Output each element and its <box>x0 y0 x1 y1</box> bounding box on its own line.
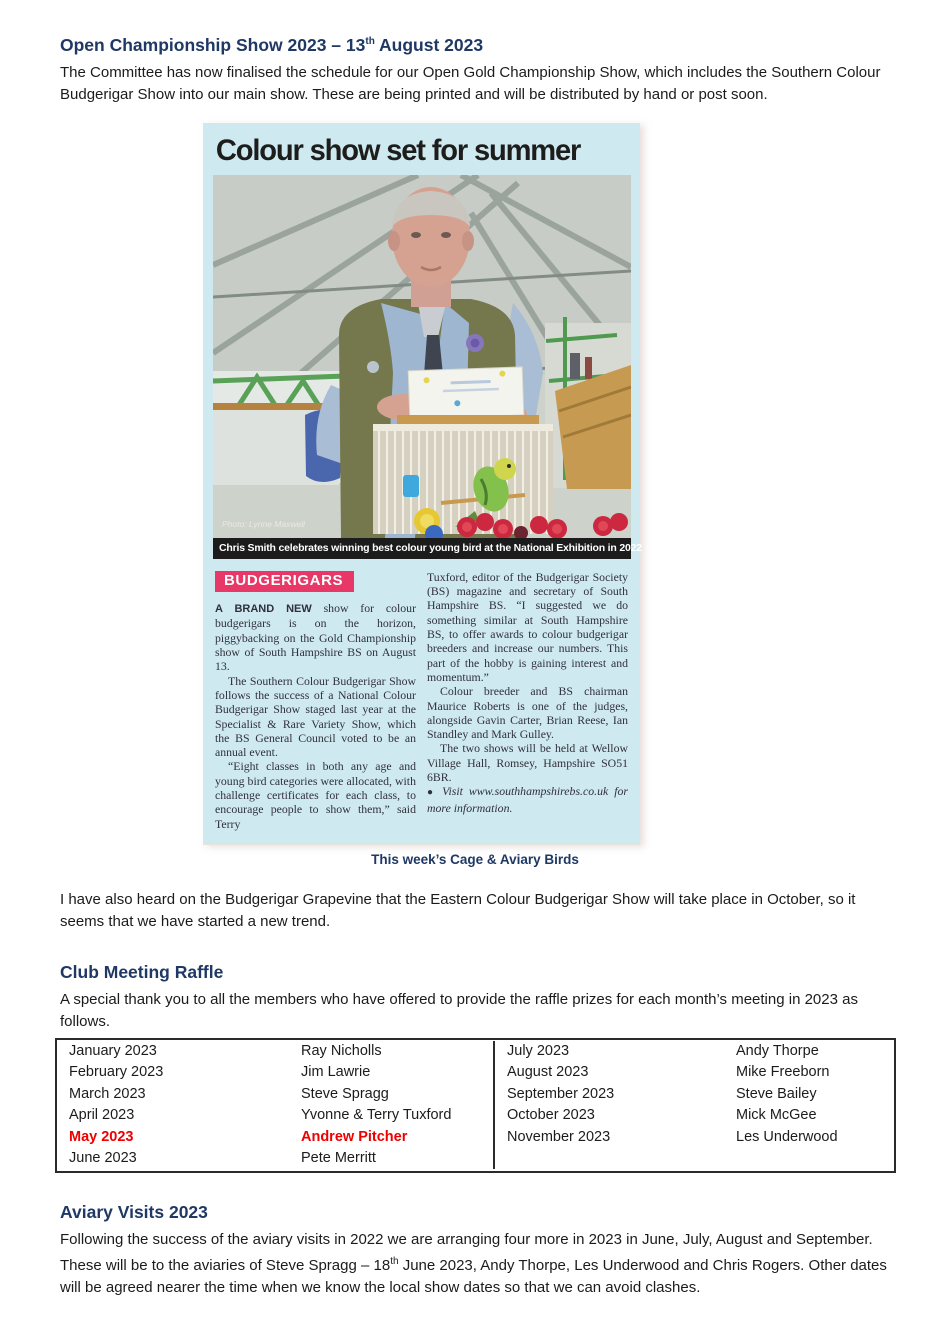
raffle-table-body <box>57 1041 894 1169</box>
table-row <box>57 1105 894 1126</box>
table-row <box>57 1148 894 1169</box>
photo-credit: Photo: Lynne Maxwell <box>222 518 306 529</box>
article-lead-in: A BRAND NEW <box>215 603 312 616</box>
table-cell: Steve Spragg <box>301 1085 389 1102</box>
table-cell: March 2023 <box>69 1085 146 1102</box>
table-cell: Mick McGee <box>736 1107 817 1124</box>
clipping-photo <box>213 175 631 538</box>
table-row <box>57 1062 894 1083</box>
table-row <box>57 1041 894 1062</box>
aviary-superscript: th <box>390 1256 399 1268</box>
aviary-text: Following the success of the aviary visits in 2022 we are arranging four more in 2023 in June, July, August and September. These will be to the aviaries of Steve Spragg – 18 <box>60 1231 873 1275</box>
table-cell: November 2023 <box>493 1127 724 1148</box>
bullet-icon: ● <box>427 787 437 799</box>
table-cell: Pete Merritt <box>301 1149 376 1166</box>
article-paragraph: “Eight classes in both any age and young bird categories were allocated, with challenge certificates for each class, to encourage people to show them,” said Terry <box>215 759 416 831</box>
raffle-table <box>55 1038 896 1173</box>
raffle-section <box>60 960 892 1173</box>
table-cell: Ray Nicholls <box>301 1042 382 1059</box>
table-cell: Les Underwood <box>736 1128 838 1145</box>
table-cell: February 2023 <box>69 1064 164 1081</box>
table-cell: Yvonne & Terry Tuxford <box>301 1107 452 1124</box>
newspaper-clipping <box>203 123 640 845</box>
table-cell: Mike Freeborn <box>736 1064 830 1081</box>
heading-superscript: th <box>365 36 375 47</box>
table-cell: September 2023 <box>493 1084 724 1105</box>
table-cell: Andy Thorpe <box>736 1042 819 1059</box>
table-cell: August 2023 <box>493 1062 724 1083</box>
article-column-right <box>427 570 628 831</box>
article-text: show for colour budgerigars is on the horizon, piggybacking on the Gold Championship show of South Hampshire BS on August 13. <box>215 601 417 674</box>
table-cell: Steve Bailey <box>736 1085 817 1102</box>
table-cell: June 2023 <box>69 1149 137 1166</box>
table-cell: May 2023 <box>69 1128 134 1145</box>
article-paragraph: Tuxford, editor of the Budgerigar Society (BS) magazine and secretary of South Hampshire BS. “I suggested we do something similar at South Hampshire BS, to offer awards to colour budgerigar breeders and increase our numbers. This part of the hobby is gaining interest and momentum.” <box>427 569 628 684</box>
table-cell: July 2023 <box>493 1041 724 1062</box>
article-paragraph: The Southern Colour Budgerigar Show follows the success of a National Colour Budgerigar Show staged last year at the Specialist & Rare Variety Show, which the BS General Council voted to be an annual event. <box>215 673 416 760</box>
heading-text: Open Championship Show 2023 – 13 <box>60 34 366 55</box>
table-cell: Jim Lawrie <box>301 1064 371 1081</box>
raffle-heading: Club Meeting Raffle <box>60 961 224 982</box>
table-cell <box>724 1148 894 1169</box>
table-row <box>57 1084 894 1105</box>
table-cell: January 2023 <box>69 1042 157 1059</box>
table-row <box>57 1127 894 1148</box>
aviary-section <box>60 1200 892 1299</box>
clipping-headline: Colour show set for summer <box>215 133 581 167</box>
article-paragraph: Colour breeder and BS chairman Maurice Roberts is one of the judges, alongside Gavin Carter, Brian Reese, Ian Standley and Mark Gulley. <box>427 684 628 742</box>
clipping-source-caption: This week’s Cage & Aviary Birds <box>371 851 579 867</box>
open-show-heading <box>60 30 892 57</box>
aviary-paragraph <box>60 1229 898 1299</box>
table-cell <box>493 1148 724 1169</box>
photo-illustration <box>213 175 631 538</box>
table-cell: October 2023 <box>493 1105 724 1126</box>
clipping-article <box>213 570 630 831</box>
raffle-paragraph: A special thank you to all the members who have offered to provide the raffle prizes for each month’s meeting in 2023 as follows. <box>60 990 858 1030</box>
photo-caption-bar: Chris Smith celebrates winning best colour young bird at the National Exhibition in 2022 <box>213 538 631 559</box>
article-web-link-line <box>427 784 628 815</box>
article-paragraph: The two shows will be held at Wellow Village Hall, Romsey, Hampshire SO51 6BR. <box>427 741 628 784</box>
open-show-paragraph: The Committee has now finalised the schedule for our Open Gold Championship Show, which includes the Southern Colour Budgerigar Show into our main show. These are being printed and will be distributed by hand or post soon. <box>60 63 881 103</box>
article-italic-text: Visit www.southhampshirebs.co.uk for more information. <box>427 784 628 815</box>
aviary-heading: Aviary Visits 2023 <box>60 1202 208 1223</box>
table-cell: April 2023 <box>69 1107 135 1124</box>
budgerigars-banner: BUDGERIGARS <box>215 571 354 592</box>
aviary-text-tail: June 2023, Andy Thorpe, Les Underwood and Chris Rogers. Other dates will be agreed nearer the time when we know the local show dates so that we can avoid clashes. <box>60 1257 887 1297</box>
table-cell: Andrew Pitcher <box>301 1128 408 1145</box>
grapevine-paragraph: I have also heard on the Budgerigar Grapevine that the Eastern Colour Budgerigar Show will take place in October, so it seems that we have started a new trend. <box>60 890 856 930</box>
heading-text-tail: August 2023 <box>374 34 484 55</box>
article-column-left <box>215 570 416 831</box>
article-paragraph <box>215 601 416 673</box>
